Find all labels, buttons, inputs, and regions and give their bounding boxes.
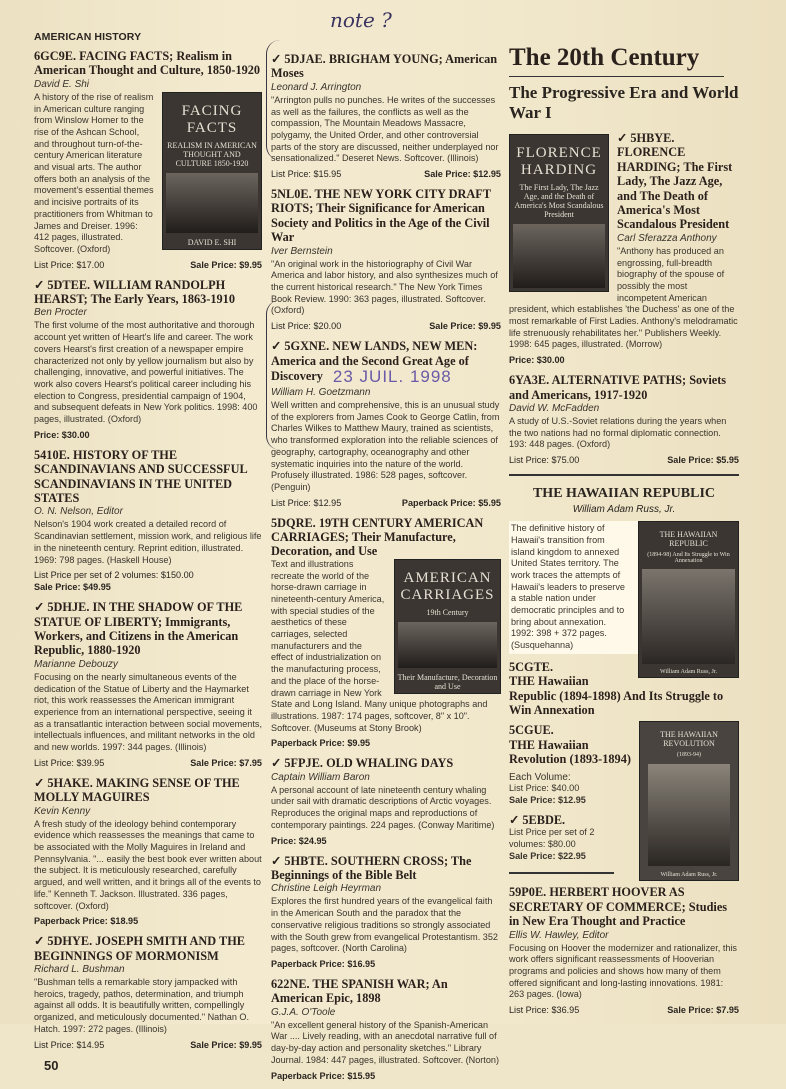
entry-code: 5NL0E.: [271, 187, 312, 202]
cover-photo: [513, 224, 605, 288]
divider: [509, 474, 739, 476]
list-price: List Price: $40.00: [509, 783, 580, 794]
entry-title: [34, 448, 262, 506]
catalog-entry: [271, 187, 501, 332]
price-row: [271, 737, 501, 749]
set-sale-price: Sale Price: $22.95: [509, 850, 586, 861]
entry-description: Well written and comprehensive, this is an unusual study of the explorers from James Cook to George Catlin, from Charles Wilkes to Matthew Maury, trained as scientists, who transformed exploration into the reliable sciences of geography, cartography, oceanography and other systematic inquiries into the nature of the world. Profusely illustrated. 1986: 528 pages, softcover. (Penguin): [271, 399, 500, 492]
price-row: [271, 835, 501, 847]
column-middle: [271, 52, 501, 1089]
entry-code: ✓ 5EBDE.: [509, 812, 566, 827]
cover-photo: [398, 622, 497, 668]
cover-title: FACING FACTS: [181, 102, 243, 136]
cover-title: THE HAWAIIAN REVOLUTION: [660, 730, 718, 749]
catalog-entry: [271, 756, 501, 846]
price-row: [271, 958, 501, 970]
book-cover-hawaiian-republic: [638, 521, 739, 678]
book-cover: [509, 134, 609, 292]
date-stamp: 23 JUIL. 1998: [332, 366, 452, 386]
entry-code: 5DHYE.: [47, 934, 93, 949]
catalog-entry: [509, 885, 739, 1016]
cover-author: DAVID E. SHI: [187, 237, 237, 247]
section-label: AMERICAN HISTORY: [34, 31, 142, 43]
price-row: [34, 1039, 262, 1051]
price-row: [271, 320, 501, 332]
sale-price: Sale Price: $7.95: [190, 757, 262, 768]
catalog-entry: [34, 934, 262, 1050]
entry-title: THE Hawaiian Revolution (1893-1894): [509, 737, 631, 767]
entry-title-text: WILLIAM RANDOLPH HEARST; The Early Years, 1863-1910: [34, 277, 235, 307]
catalog-entry: [271, 52, 501, 180]
cover-photo: [642, 569, 735, 664]
sale-price: Sale Price: $12.95: [509, 795, 586, 806]
entry-title: [34, 49, 262, 78]
column-left: [34, 31, 262, 1073]
entry-title-text: JOSEPH SMITH AND THE BEGINNINGS OF MORMONISM: [34, 934, 245, 963]
each-volume-label: Each Volume:: [509, 771, 571, 783]
sale-price: Sale Price: $9.95: [190, 259, 262, 270]
list-price: List Price: $12.95: [271, 497, 342, 508]
list-price: List Price: $14.95: [34, 1039, 105, 1050]
set-code: 5EBDE.: [522, 812, 566, 827]
cover-subtitle: 19th Century: [426, 607, 469, 617]
cover-author: William Adam Russ, Jr.: [660, 872, 718, 879]
entry-title-text: THE NEW YORK CITY DRAFT RIOTS; Their Significance for American Society and Politics in the Age of the Civil War: [271, 187, 491, 245]
entry-code: 59P0E.: [509, 885, 547, 900]
entry-author: William H. Goetzmann: [271, 386, 371, 398]
entry-title-text: HISTORY OF THE SCANDINAVIANS AND SUCCESSFUL SCANDINAVIANS IN THE UNITED STATES: [34, 447, 247, 506]
list-price: List Price per set of 2 volumes: $150.00: [34, 570, 194, 581]
cover-subtitle: The First Lady, The Jazz Age, and the Death of America's Most Scandalous President: [514, 183, 604, 219]
sale-price: Sale Price: $9.95: [190, 1039, 262, 1050]
price-row: [34, 581, 262, 593]
sale-price: Paperback Price: $15.95: [271, 1070, 376, 1081]
entry-author: Marianne Debouzy: [34, 658, 118, 670]
hawaii-author: William Adam Russ, Jr.: [572, 504, 676, 516]
entry-title-text: FACING FACTS; Realism in American Thought and Culture, 1850-1920: [34, 49, 261, 78]
entry-description: "Bushman tells a remarkable story jampacked with heroics, tragedy, pathos, determination, and triumph against all odds. It is beautifully written, compellingly organized, and meticulously documented." Nathan O. Hatch. 1997: 272 pages. (Illinois): [34, 977, 250, 1034]
list-price: List Price: $75.00: [509, 455, 580, 466]
catalog-entry: [34, 448, 262, 593]
book-cover-hawaiian-revolution: [639, 721, 739, 881]
entry-description: A study of U.S.-Soviet relations during the years when the two nations had no formal diplomatic connection. 193: 448 pages. (Oxford): [509, 415, 727, 450]
entry-author: David E. Shi: [34, 78, 90, 90]
book-cover: [394, 559, 501, 694]
hawaii-description: The definitive history of Hawaii's transition from island kingdom to annexed United States territory. The work traces the attempts of Hawaii's leaders to preserve a stable nation under democratic principles and to bring about annexation. 1992: 398 + 372 pages. (Susquehanna): [509, 521, 739, 654]
sale-price: Paperback Price: $18.95: [34, 916, 139, 927]
entry-title: ✓ 5HAKE. MAKING SENSE OF THE MOLLY MAGUIRES: [34, 775, 240, 805]
entry-code: 5410E.: [34, 447, 70, 462]
price-row: [34, 915, 262, 927]
entry-title-text: THE SPANISH WAR; An American Epic, 1898: [271, 976, 448, 1006]
price-row: [271, 168, 501, 180]
entry-code: 5GXNE.: [284, 339, 330, 354]
entry-title: ✓ 5GXNE. NEW LANDS, NEW MEN: America and the Second Great Age of Discovery 23 JUIL. 1998: [271, 339, 478, 386]
cover-title: AMERICAN CARRIAGES: [400, 569, 495, 603]
entry-author: Christine Leigh Heyrman: [271, 883, 382, 895]
entry-author: Captain William Baron: [271, 771, 370, 783]
page-heading: The 20th Century: [509, 44, 724, 77]
entry-code: 5DQRE.: [271, 515, 316, 530]
book-cover: [162, 92, 262, 250]
catalog-entry: [509, 373, 739, 466]
list-price: List Price: $20.00: [271, 321, 342, 332]
entry-code: 6YA3E.: [509, 373, 550, 388]
price-row: [509, 354, 739, 366]
sale-price: Sale Price: $7.95: [667, 1005, 739, 1016]
cover-title: THE HAWAIIAN REPUBLIC: [659, 530, 718, 549]
entry-title: [509, 373, 739, 402]
entry-description: Nelson's 1904 work created a detailed record of Scandinavian settlement, mission work, and religious life in the nineteenth century. Reprint edition, illustrated. 1969: 798 pages. (Haskell House): [34, 519, 262, 565]
entry-code: 5FPJE.: [284, 756, 323, 771]
catalog-entry: [271, 854, 501, 970]
entry-title-text: 19TH CENTURY AMERICAN CARRIAGES; Their Manufacture, Decoration, and Use: [271, 515, 484, 559]
entry-description: Explores the first hundred years of the evangelical faith in the American South and the paradox that the conservative religious traditions so strongly associated with the South grew from evangelical Protestantism. 352 pages, softcover. (North Carolina): [271, 896, 498, 954]
entry-title: ✓ 5FPJE. OLD WHALING DAYS: [271, 756, 454, 771]
entry-title: [271, 516, 501, 559]
sale-price: Sale Price: $12.95: [424, 169, 501, 180]
entry-title-text: FLORENCE HARDING; The First Lady, The Jazz Age, and The Death of America's Most Scandalous President: [617, 145, 733, 232]
entry-code: 5DHJE.: [47, 600, 90, 615]
entry-code: 5DJAE.: [284, 52, 326, 66]
entry-code: 622NE.: [271, 976, 310, 991]
entry-code: 6GC9E.: [34, 49, 77, 63]
entry-author: Ben Procter: [34, 307, 87, 319]
catalog-entry: [271, 339, 501, 508]
sale-price: Price: $30.00: [34, 429, 90, 440]
entry-title: ✓ 5HBTE. SOUTHERN CROSS; The Beginnings of the Bible Belt: [271, 853, 472, 882]
entry-author: Leonard J. Arrington: [271, 81, 362, 93]
list-price: List Price: $17.00: [34, 259, 105, 270]
price-row: [509, 1004, 739, 1016]
entry-title: [271, 187, 501, 245]
cover-author: William Adam Russ, Jr.: [660, 669, 717, 676]
entry-code: 5CGTE.: [509, 659, 554, 674]
entry-description: Text and illustrations recreate the world of the horse-drawn carriage in nineteenth-century America, with special studies of the aesthetics of these carriages, selected manufacturers and the effect of industrialization on the manufacturing process, and the place of the horse-drawn carriage in New York State and Long Island. Many unique photographs and illustrations. 1987: 174 pages, softcover, 8" x 10". Softcover. (Museums at Stony Brook): [271, 558, 488, 733]
catalog-entry: [271, 977, 501, 1082]
entry-title-text: IN THE SHADOW OF THE STATUE OF LIBERTY; Immigrants, Workers, and Citizens in the American Republic, 1880-1920: [34, 600, 243, 658]
price-row: [34, 429, 262, 441]
page-number: 50: [44, 1057, 59, 1073]
entry-title-text: SOUTHERN CROSS; The Beginnings of the Bible Belt: [271, 853, 472, 882]
entry-title: ✓ 5DHJE. IN THE SHADOW OF THE STATUE OF LIBERTY; Immigrants, Workers, and Citizens in the American Republic, 1880-1920: [34, 600, 243, 658]
subheading: The Progressive Era and World War I: [509, 83, 739, 122]
sale-price: Paperback Price: $5.95: [401, 497, 501, 508]
entry-author: Richard L. Bushman: [34, 964, 125, 976]
cover-subtitle: (1894-98) And Its Struggle to Win Annexation: [647, 552, 730, 565]
sale-price: Sale Price: $9.95: [429, 321, 501, 332]
price-row: [271, 1070, 501, 1082]
entry-author: O. N. Nelson, Editor: [34, 506, 123, 518]
entry-description: "Arrington pulls no punches. He writes of the successes as well as the failures, the conflicts as well as the compassion, The Mountain Meadows Massacre, polygamy, the United Order, and other controversial parts of the story are discussed, neither underplayed nor sensationalized." Deseret News. Softcover. (Illinois): [271, 94, 499, 164]
cover-subtitle: REALISM IN AMERICAN THOUGHT AND CULTURE 1850-1920: [167, 140, 257, 168]
entry-description: "An original work in the historiography of Civil War America and labor history, and also synthesizes much of the current historical research." The New York Times Book Review. 1990: 363 pages, illustrated. Softcover. (Oxford): [271, 258, 498, 316]
entry-title: [271, 977, 501, 1006]
entry-description: Focusing on the nearly simultaneous events of the dedication of the Statue of Liberty and the Haymarket riot, this work reassesses the American immigrant experience from an international perspective, seeing it as a transatlantic interaction between social movements, intellectuals influences, and militant networks in the old and new worlds. 1997: 344 pages. (Illinois): [34, 671, 262, 753]
catalog-entry: [271, 516, 501, 750]
cover-photo: [166, 173, 258, 233]
cover-subtitle: (1893-94): [677, 752, 701, 759]
price-row: [34, 259, 262, 271]
divider: [509, 872, 614, 874]
sale-price: Price: $30.00: [509, 355, 565, 366]
sale-price: Paperback Price: $16.95: [271, 958, 376, 969]
price-row: [34, 757, 262, 769]
sale-price: Sale Price: $5.95: [667, 455, 739, 466]
sale-price: Paperback Price: $9.95: [271, 738, 371, 749]
entry-description: The first volume of the most authoritative and thorough account yet written of Heart's life and career. The work covers Hearst's first creation of a newspaper empire characterized not only by yellow journalism but also by challenging, innovative, and powerful initiatives. The work also covers Hearst's political career including his election to Congress, presidential campaign of 1904, and subsequent defeats in New York politics. 1998: 400 pages, illustrated. (Oxford): [34, 320, 258, 425]
entry-title-text: ALTERNATIVE PATHS; Soviets and Americans, 1917-1920: [509, 373, 727, 402]
cover-author: Their Manufacture, Decoration and Use: [397, 672, 498, 691]
catalog-entry: [34, 49, 262, 271]
entry-author: Kevin Kenny: [34, 805, 91, 817]
entry-title-text: OLD WHALING DAYS: [326, 756, 454, 771]
entry-title-text: MAKING SENSE OF THE MOLLY MAGUIRES: [34, 775, 240, 805]
price-row: [271, 497, 501, 509]
entry-code: 5HBTE.: [284, 853, 328, 868]
entry-title: ✓ 5DJAE. BRIGHAM YOUNG; American Moses: [271, 52, 498, 81]
list-price: List Price: $36.95: [509, 1005, 580, 1016]
cover-title: FLORENCE HARDING: [516, 145, 602, 178]
set-list-price: List Price per set of 2 volumes: $80.00: [509, 827, 595, 849]
entry-title: [509, 885, 739, 928]
entry-description: "An excellent general history of the Spanish-American War .... Lively reading, with an anecdotal narrative full of day-by-day action and personality sketches." Library Journal. 1984: 447 pages, illustrated. Softcover. (Norton): [271, 1019, 499, 1065]
entry-code: 5DTEE.: [47, 277, 91, 292]
list-price: List Price: $15.95: [271, 169, 342, 180]
catalog-entry: [34, 600, 262, 769]
entry-title-text: BRIGHAM YOUNG; American Moses: [271, 52, 498, 81]
catalog-entry: [34, 776, 262, 927]
entry-author: Carl Sferazza Anthony: [617, 232, 717, 244]
entry-code: 5CGUE.: [509, 723, 554, 738]
cover-photo: [648, 764, 730, 866]
entry-description: "Anthony has produced an engrossing, full-breadth biography of the spouse of possibly the most incompetent American president, which establishes 'the Duchess' as one of the most remarkable of First Ladies. Anthony's melodramatic life strenuously rehabilitates her." Publishers Weekly. 1998: 645 pages, illustrated. (Morrow): [509, 245, 738, 350]
entry-description: A fresh study of the ideology behind contemporary evidence which reassesses the meanings that came to be associated with the Molly Maguires in Ireland and Pennsylvania. "... easily the best book ever written about the subject. It is meticulously researched, carefully argued, and well written, and it brings all of the events to life." Kenneth T. Jackson. Illustrated. 336 pages, softcover. (Oxford): [34, 818, 262, 911]
handwritten-note: note ?: [330, 8, 392, 32]
entry-title-text: HERBERT HOOVER AS SECRETARY OF COMMERCE; Studies in New Era Thought and Practice: [509, 885, 728, 929]
column-right: [509, 44, 739, 1023]
entry-title: ✓ 5DTEE. WILLIAM RANDOLPH HEARST; The Early Years, 1863-1910: [34, 277, 235, 307]
entry-description: A personal account of late nineteenth century whaling under sail with dramatic descriptions of Arctic voyages. Reproduces the original maps and reproductions of contemporary paintings. 224 pages. (Conway Maritime): [271, 784, 495, 830]
entry-author: David W. McFadden: [509, 402, 600, 414]
sale-price: Price: $24.95: [271, 835, 327, 846]
entry-author: Iver Bernstein: [271, 245, 333, 257]
entry-description: A history of the rise of realism in American culture ranging from Winslow Homer to the rise of the Ashcan School, and throughout turn-of-the-century American literature and visual arts. The author offers both an analysis of the movement's essential themes and incisive portraits of its practitioners from Whitman to James and Dreiser. 1996: 412 pages, illustrated. Softcover. (Oxford): [34, 91, 154, 254]
entry-code: 5HAKE.: [47, 775, 93, 790]
sale-price: Sale Price: $49.95: [34, 582, 111, 593]
entry-author: Ellis W. Hawley, Editor: [509, 929, 609, 941]
price-row: [34, 569, 262, 581]
entry-title: THE Hawaiian Republic (1894-1898) And Its Struggle to Win Annexation: [509, 674, 724, 718]
catalog-entry: [509, 131, 739, 366]
entry-title: ✓ 5HBYE. FLORENCE HARDING; The First Lady, The Jazz Age, and The Death of America's Most Scandalous President: [617, 131, 733, 232]
hawaii-heading: THE HAWAIIAN REPUBLIC: [532, 486, 716, 502]
entry-description: Focusing on Hoover the modernizer and rationalizer, this work offers significant reassessments of Hooverian programs and policies and shows how many of them offered significant and long-lasting innovations. 1981: 263 pages. (Iowa): [509, 942, 737, 1000]
entry-code: 5HBYE.: [630, 131, 675, 145]
entry-author: G.J.A. O'Toole: [271, 1006, 336, 1018]
price-row: [509, 454, 739, 466]
entry-title-text: NEW LANDS, NEW MEN: America and the Second Great Age of Discovery: [271, 339, 478, 383]
list-price: List Price: $39.95: [34, 757, 105, 768]
entry-title: ✓ 5DHYE. JOSEPH SMITH AND THE BEGINNINGS OF MORMONISM: [34, 934, 245, 963]
hawaii-block: [509, 521, 739, 885]
catalog-entry: [34, 278, 262, 441]
